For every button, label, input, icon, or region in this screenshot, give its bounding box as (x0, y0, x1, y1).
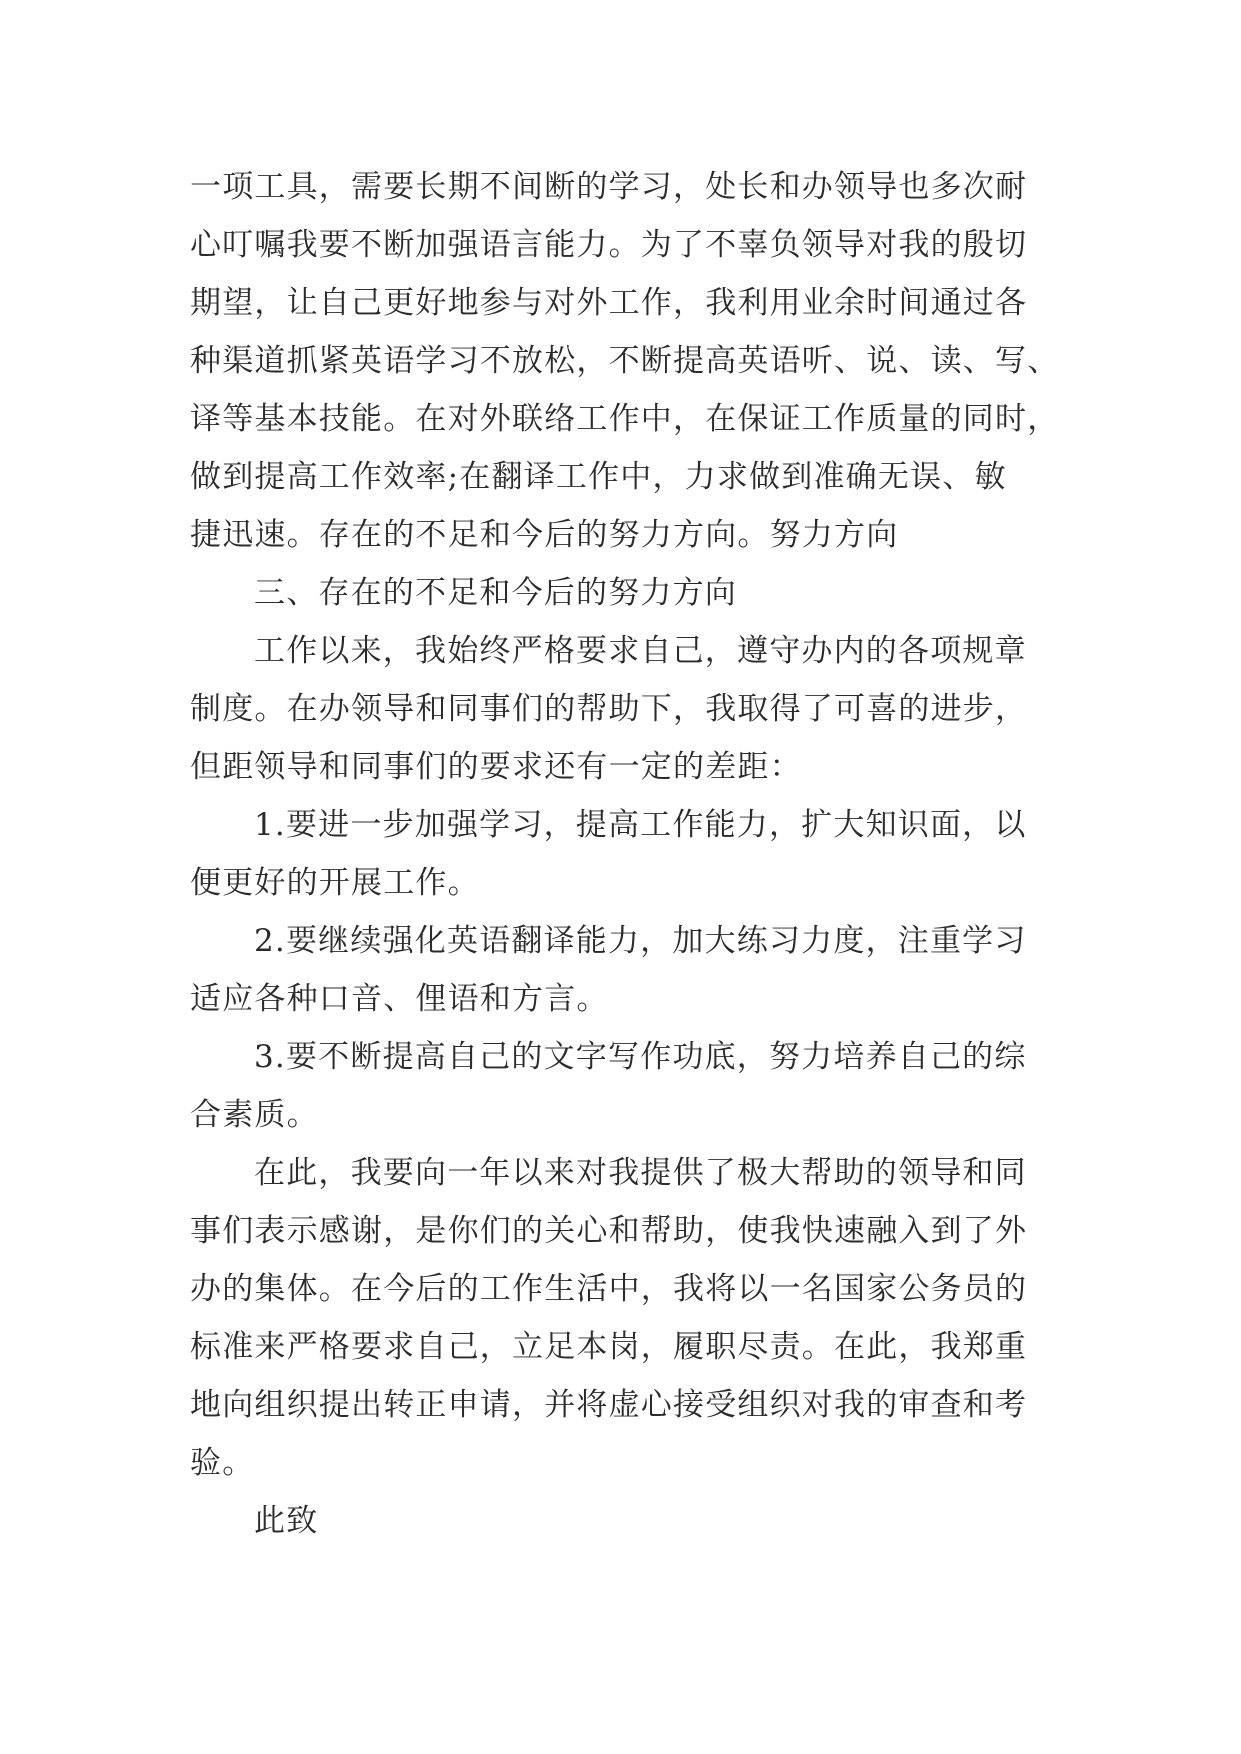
text-line: 心叮嘱我要不断加强语言能力。为了不辜负领导对我的殷切 (190, 227, 1028, 263)
text-line: 适应各种口音、俚语和方言。 (190, 981, 609, 1017)
text-line: 办的集体。在今后的工作生活中，我将以一名国家公务员的 (190, 1271, 1028, 1307)
text-line: 但距领导和同事们的要求还有一定的差距： (190, 749, 802, 785)
text-line: 译等基本技能。在对外联络工作中，在保证工作质量的同时， (190, 401, 1060, 437)
text-line: 事们表示感谢，是你们的关心和帮助，使我快速融入到了外 (190, 1213, 1028, 1249)
text-line: 工作以来，我始终严格要求自己，遵守办内的各项规章 (254, 633, 1027, 669)
text-line: 一项工具，需要长期不间断的学习，处长和办领导也多次耐 (190, 169, 1028, 205)
text-line: 便更好的开展工作。 (190, 865, 480, 901)
text-line: 捷迅速。存在的不足和今后的努力方向。努力方向 (190, 517, 899, 553)
text-line: 做到提高工作效率;在翻译工作中，力求做到准确无误、敏 (190, 459, 1007, 495)
text-line: 在此，我要向一年以来对我提供了极大帮助的领导和同 (254, 1155, 1027, 1191)
text-line: 标准来严格要求自己，立足本岗，履职尽责。在此，我郑重 (190, 1329, 1028, 1365)
closing-salutation: 此致 (254, 1503, 319, 1539)
list-item-1: 1.要进一步加强学习，提高工作能力，扩大知识面，以 (254, 807, 1027, 843)
text-line: 期望，让自己更好地参与对外工作，我利用业余时间通过各 (190, 285, 1028, 321)
text-line: 种渠道抓紧英语学习不放松，不断提高英语听、说、读、写、 (190, 343, 1060, 379)
text-line: 制度。在办领导和同事们的帮助下，我取得了可喜的进步， (190, 691, 1028, 727)
list-item-3: 3.要不断提高自己的文字写作功底，努力培养自己的综 (254, 1039, 1027, 1075)
section-heading: 三、存在的不足和今后的努力方向 (254, 575, 737, 611)
text-line: 地向组织提出转正申请，并将虚心接受组织对我的审查和考 (190, 1387, 1028, 1423)
text-line: 验。 (190, 1445, 255, 1481)
text-line: 合素质。 (190, 1097, 319, 1133)
list-item-2: 2.要继续强化英语翻译能力，加大练习力度，注重学习 (254, 923, 1027, 959)
document-body (190, 158, 1060, 1550)
